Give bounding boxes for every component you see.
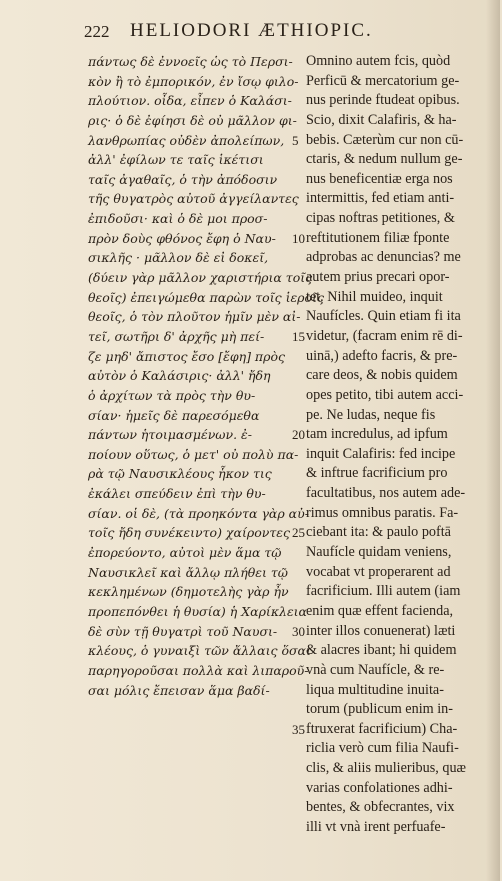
greek-text-line: θεοῖς, ὁ τὸν πλοῦτον ἡμῖν μὲν αἰ- xyxy=(88,309,301,325)
latin-text-line xyxy=(306,700,502,720)
greek-text-line: τεῖ, σωτῆρι δ' ἀρχῆς μὴ πεί- xyxy=(88,328,265,344)
latin-line-text: vnà cum Naufícle, & re- xyxy=(306,661,445,678)
greek-text-line: σίαν· ἡμεῖς δὲ παρεσόμεθα xyxy=(88,407,260,423)
page-number: 222 xyxy=(84,22,110,41)
greek-text-line: ἀλλ' ἐφίλων τε ταῖς ἱκέτισι xyxy=(88,152,264,168)
greek-text-line: πρὸν δοὺς φθόνος ἔφη ὁ Ναυ- xyxy=(88,230,276,246)
latin-line-text: videtur, (facram enim rē di- xyxy=(306,327,463,344)
latin-text-line xyxy=(306,347,502,367)
greek-text-line: προπεπόνθει ἡ θυσία) ἡ Χαρίκλεια xyxy=(88,603,307,619)
latin-text-line xyxy=(306,739,502,759)
latin-line-text: intermittis, fed etiam anti- xyxy=(306,190,455,207)
latin-line-text: illi vt vnà irent perfuafe- xyxy=(306,818,446,835)
running-title: HELIODORI ÆTHIOPIC. xyxy=(130,20,373,41)
latin-text-line xyxy=(292,720,502,740)
latin-line-text: reftitutionem filiæ fponte xyxy=(306,229,450,246)
latin-line-text: facrificium. Illi autem (iam xyxy=(306,583,461,600)
latin-text-line xyxy=(306,681,502,701)
latin-line-text: nus perinde ftudeat opibus. xyxy=(306,92,460,109)
latin-line-text: inquit Calafiris: fed incipe xyxy=(306,445,456,462)
line-number: 15 xyxy=(292,328,305,344)
latin-line-text: Naufícle quidam veniens, xyxy=(306,544,452,561)
greek-text-line: πάντως δὲ ἐννοεῖς ὡς τὸ Περσι- xyxy=(88,54,293,69)
latin-text-line xyxy=(306,464,502,484)
greek-text-line: κλέους, ὁ γυναιξὶ τῶν ἄλλαις ὅσαι xyxy=(88,643,311,659)
latin-text-line xyxy=(306,798,502,818)
latin-text-line xyxy=(306,484,502,504)
line-number: 25 xyxy=(292,525,305,541)
greek-text-line: παρηγοροῦσαι πολλὰ καὶ λιπαροῦ- xyxy=(88,662,309,678)
latin-line-text: rimus omnibus paratis. Fa- xyxy=(306,504,459,521)
latin-line-text: bentes, & obfecrantes, vix xyxy=(306,799,455,816)
latin-text-line xyxy=(306,307,502,327)
greek-text-line: θεοῖς) ἐπειγώμεθα παρὼν τοῖς ἱεροῖς xyxy=(88,289,324,305)
latin-line-text: nus beneficentiæ erga nos xyxy=(306,170,453,187)
latin-line-text: ctaris, & nedum nullum ge- xyxy=(306,151,463,168)
latin-line-text: uinā,) adefto facris, & pre- xyxy=(306,347,458,364)
latin-text-line xyxy=(306,582,502,602)
greek-text-line: (δύειν γὰρ μᾶλλον χαριστήρια τοῖς xyxy=(88,270,313,286)
latin-line-text: cipas noftras petitiones, & xyxy=(306,210,455,227)
latin-text-column xyxy=(292,52,502,838)
greek-text-line: κεκλημένων (δημοτελὴς γὰρ ἦν xyxy=(88,584,289,600)
greek-text-line: σικλῆς · μᾶλλον δὲ εἰ δοκεῖ, xyxy=(88,250,269,266)
line-number: 30 xyxy=(292,623,305,639)
latin-line-text: facultatibus, nos autem ade- xyxy=(306,485,466,502)
latin-text-line xyxy=(306,504,502,524)
latin-line-text: adprobas ac denuncias? me xyxy=(306,249,461,266)
greek-text-column xyxy=(88,52,324,700)
greek-text-line: Ναυσικλεῖ καὶ ἄλλῳ πλήθει τῷ xyxy=(88,564,288,580)
latin-text-line xyxy=(292,523,502,543)
latin-text-line xyxy=(292,622,502,642)
latin-line-text: tet. Nihil muideo, inquit xyxy=(306,288,443,305)
latin-line-text: ciebant ita: & paulo poftā xyxy=(306,524,451,541)
latin-text-line xyxy=(306,111,502,131)
latin-line-text: bebis. Cæterùm cur non cū- xyxy=(306,131,464,148)
latin-text-line xyxy=(306,563,502,583)
page-edge-shadow xyxy=(486,0,500,881)
greek-text-line: ὁ ἀρχίτων τὰ πρὸς τὴν θυ- xyxy=(88,387,256,403)
latin-line-text: & alacres ibant; hi quidem xyxy=(306,642,457,659)
greek-text-line: ἐπορεύοντο, αὐτοὶ μὲν ἅμα τῷ xyxy=(88,545,282,561)
latin-line-text: vocabat vt properarent ad xyxy=(306,563,451,580)
latin-line-text: ftruxerat facrificium) Cha- xyxy=(306,720,458,737)
greek-text-line: πλούτιον. οἶδα, εἶπεν ὁ Καλάσι- xyxy=(88,93,292,109)
line-number: 5 xyxy=(292,132,299,148)
greek-text-line: ταῖς ἀγαθαῖς, ὁ τὴν ἀπόδοσιν xyxy=(88,171,278,187)
latin-line-text: varias confolationes adhi- xyxy=(306,779,453,796)
greek-text-line: λανθρωπίας οὐδὲν ἀπολείπων, xyxy=(88,132,285,148)
latin-text-line xyxy=(306,602,502,622)
latin-line-text: autem prius precari opor- xyxy=(306,269,450,286)
latin-line-text: liqua multitudine inuita- xyxy=(306,681,444,698)
latin-line-text: torum (publicum enim in- xyxy=(306,701,453,718)
latin-text-line xyxy=(306,72,502,92)
latin-text-line xyxy=(306,209,502,229)
greek-text-line: ποίουν οὕτως, ὁ μετ' οὐ πολὺ πα- xyxy=(88,446,299,462)
greek-text-line: ρις· ὁ δὲ ἐφίησι δὲ οὐ μᾶλλον φι- xyxy=(88,112,297,128)
latin-line-text: care deos, & nobis quidem xyxy=(306,367,458,384)
latin-text-line xyxy=(306,759,502,779)
latin-text-line xyxy=(306,268,502,288)
latin-line-text: opes petito, tibi autem acci- xyxy=(306,386,464,403)
greek-text-line: κὸν ἢ τὸ ἐμπορικόν, ἐν ἴσῳ φιλο- xyxy=(88,73,299,89)
latin-text-line xyxy=(306,52,502,72)
greek-text-line: πάντων ἡτοιμασμένων. ἐ- xyxy=(88,427,252,443)
latin-line-text: & inftrue facrificium pro xyxy=(306,465,448,482)
latin-text-line xyxy=(306,366,502,386)
latin-text-line xyxy=(306,248,502,268)
greek-text-line: ρὰ τῷ Ναυσικλέους ἧκον τις xyxy=(88,466,272,482)
greek-text-line: τῆς θυγατρὸς αὐτοῦ ἀγγείλαντες xyxy=(88,191,299,207)
greek-text-line: ζε μηδ' ἄπιστος ἔσο [ἔφη] πρὸς xyxy=(88,348,286,364)
latin-text-line xyxy=(306,288,502,308)
latin-line-text: clis, & aliis mulieribus, quæ xyxy=(306,760,466,777)
latin-line-text: Perficū & mercatorium ge- xyxy=(306,72,460,89)
greek-text-line: τοῖς ἤδη συνέκειντο) χαίροντες xyxy=(88,525,290,541)
latin-line-text: Scio, dixit Calafiris, & ha- xyxy=(306,111,457,128)
latin-line-text: tam incredulus, ad ipfum xyxy=(306,426,448,443)
latin-line-text: inter illos conuenerat) læti xyxy=(306,622,456,639)
latin-text-line xyxy=(306,661,502,681)
latin-text-line xyxy=(306,779,502,799)
greek-text-line: αὐτὸν ὁ Καλάσιρις· ἀλλ' ἤδη xyxy=(88,368,271,384)
line-number: 20 xyxy=(292,427,305,443)
latin-line-text: Omnino autem fcis, quòd xyxy=(306,53,451,69)
greek-text-line: ἐκάλει σπεύδειν ἐπὶ τὴν θυ- xyxy=(88,486,266,502)
latin-text-line xyxy=(292,327,502,347)
page-header xyxy=(84,20,484,46)
latin-text-line xyxy=(306,386,502,406)
latin-text-line xyxy=(306,543,502,563)
greek-text-line: σαι μόλις ἔπεισαν ἅμα βαδί- xyxy=(88,682,270,698)
greek-text-line: σίαν. οἱ δὲ, (τὰ προηκόντα γὰρ αὐ- xyxy=(88,505,309,521)
latin-line-text: Naufícles. Quin etiam fi ita xyxy=(306,308,461,325)
latin-text-line xyxy=(306,170,502,190)
line-number: 10 xyxy=(292,230,305,246)
latin-line-text: riclia verò cum filia Naufi- xyxy=(306,740,459,757)
latin-text-line xyxy=(306,818,502,838)
greek-text-line: ἐπιδοῦσι· καὶ ὁ δὲ μοι προσ- xyxy=(88,211,268,227)
latin-text-line xyxy=(306,641,502,661)
latin-text-line xyxy=(306,406,502,426)
latin-line-text: pe. Ne ludas, neque fis xyxy=(306,406,436,423)
latin-text-line xyxy=(292,131,502,151)
latin-line-text: enim quæ effent facienda, xyxy=(306,602,454,619)
latin-text-line xyxy=(306,150,502,170)
latin-text-line xyxy=(306,445,502,465)
latin-text-line xyxy=(306,189,502,209)
latin-text-line xyxy=(292,229,502,249)
greek-text-line: δὲ σὺν τῇ θυγατρὶ τοῦ Ναυσι- xyxy=(88,623,278,639)
latin-text-line xyxy=(292,425,502,445)
latin-text-line xyxy=(306,91,502,111)
line-number: 35 xyxy=(292,721,305,737)
